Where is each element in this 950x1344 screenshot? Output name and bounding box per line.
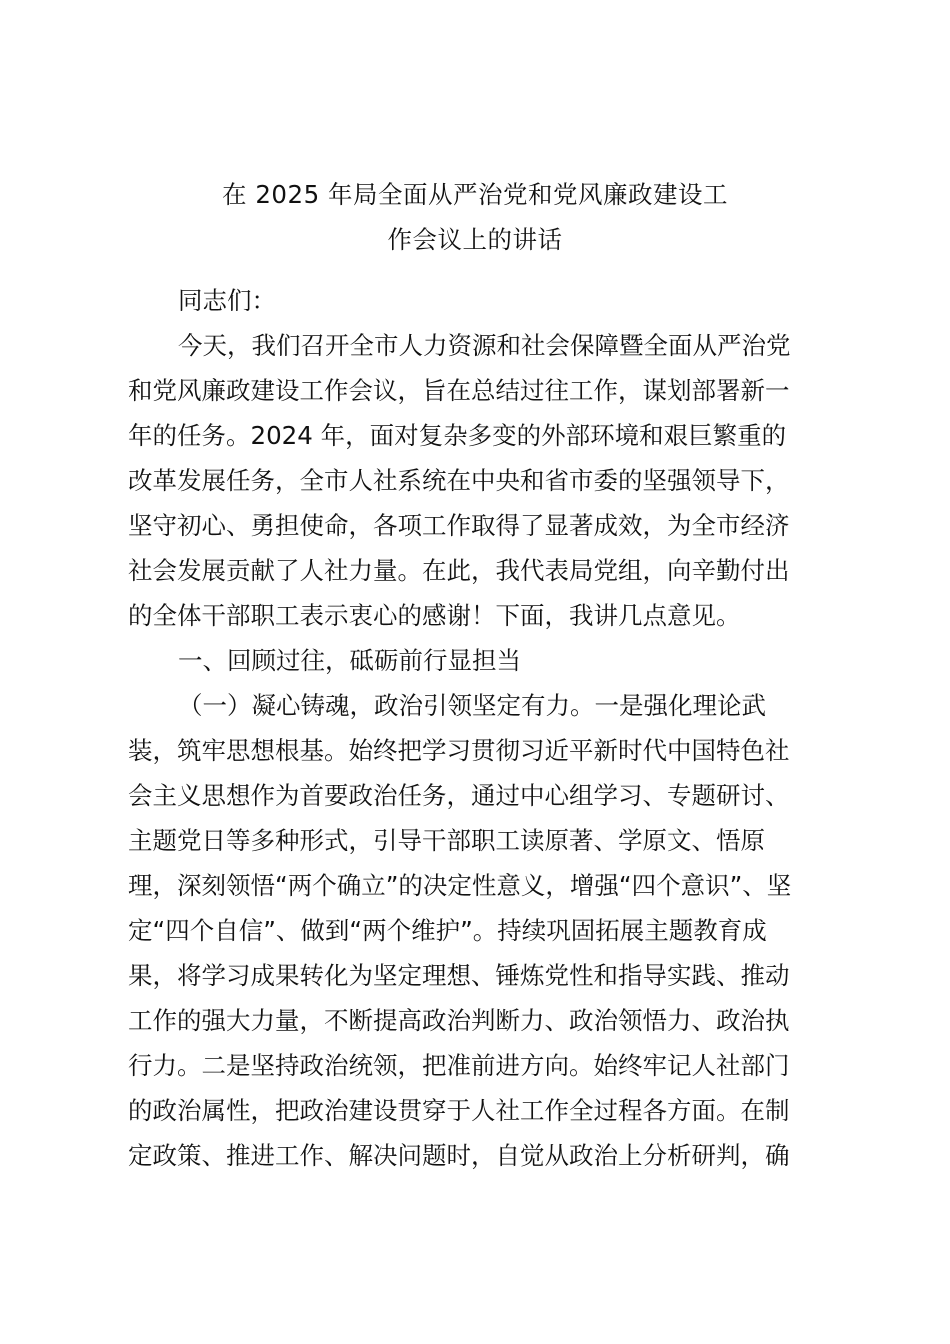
paragraph-line: 果，将学习成果转化为坚定理想、锤炼党性和指导实践、推动	[128, 961, 790, 990]
paragraph-line: 和党风廉政建设工作会议，旨在总结过往工作，谋划部署新一	[128, 376, 790, 405]
subsection-line: （一）凝心铸魂，政治引领坚定有力。一是强化理论武	[178, 691, 766, 720]
paragraph-line: 的全体干部职工表示衷心的感谢！下面，我讲几点意见。	[128, 601, 741, 630]
paragraph-line: 定“四个自信”、做到“两个维护”。持续巩固拓展主题教育成	[128, 916, 767, 945]
paragraph-line: 行力。二是坚持政治统领，把准前进方向。始终牢记人社部门	[128, 1051, 790, 1080]
paragraph-line: 改革发展任务，全市人社系统在中央和省市委的坚强领导下，	[128, 466, 790, 495]
paragraph-line: 今天，我们召开全市人力资源和社会保障暨全面从严治党	[178, 331, 791, 360]
paragraph-line: 会主义思想作为首要政治任务，通过中心组学习、专题研讨、	[128, 781, 790, 810]
paragraph-line: 坚守初心、勇担使命，各项工作取得了显著成效，为全市经济	[128, 511, 790, 540]
paragraph-line: 装，筑牢思想根基。始终把学习贯彻习近平新时代中国特色社	[128, 736, 790, 765]
paragraph-line: 工作的强大力量，不断提高政治判断力、政治领悟力、政治执	[128, 1006, 790, 1035]
paragraph-line: 的政治属性，把政治建设贯穿于人社工作全过程各方面。在制	[128, 1096, 790, 1125]
paragraph-line: 年的任务。2024 年，面对复杂多变的外部环境和艰巨繁重的	[128, 421, 787, 450]
salutation: 同志们：	[178, 286, 276, 315]
document-title	[110, 172, 840, 262]
title-line: 在 2025 年局全面从严治党和党风廉政建设工	[222, 180, 728, 209]
paragraph-line: 理，深刻领悟“两个确立”的决定性意义，增强“四个意识”、坚	[128, 871, 792, 900]
paragraph-line: 社会发展贡献了人社力量。在此，我代表局党组，向辛勤付出	[128, 556, 790, 585]
section-heading: 一、回顾过往，砥砺前行显担当	[178, 646, 521, 675]
paragraph-line: 主题党日等多种形式，引导干部职工读原著、学原文、悟原	[128, 826, 765, 855]
title-line: 作会议上的讲话	[387, 225, 563, 254]
paragraph-line: 定政策、推进工作、解决问题时，自觉从政治上分析研判，确	[128, 1141, 790, 1170]
document-body	[128, 278, 828, 1178]
